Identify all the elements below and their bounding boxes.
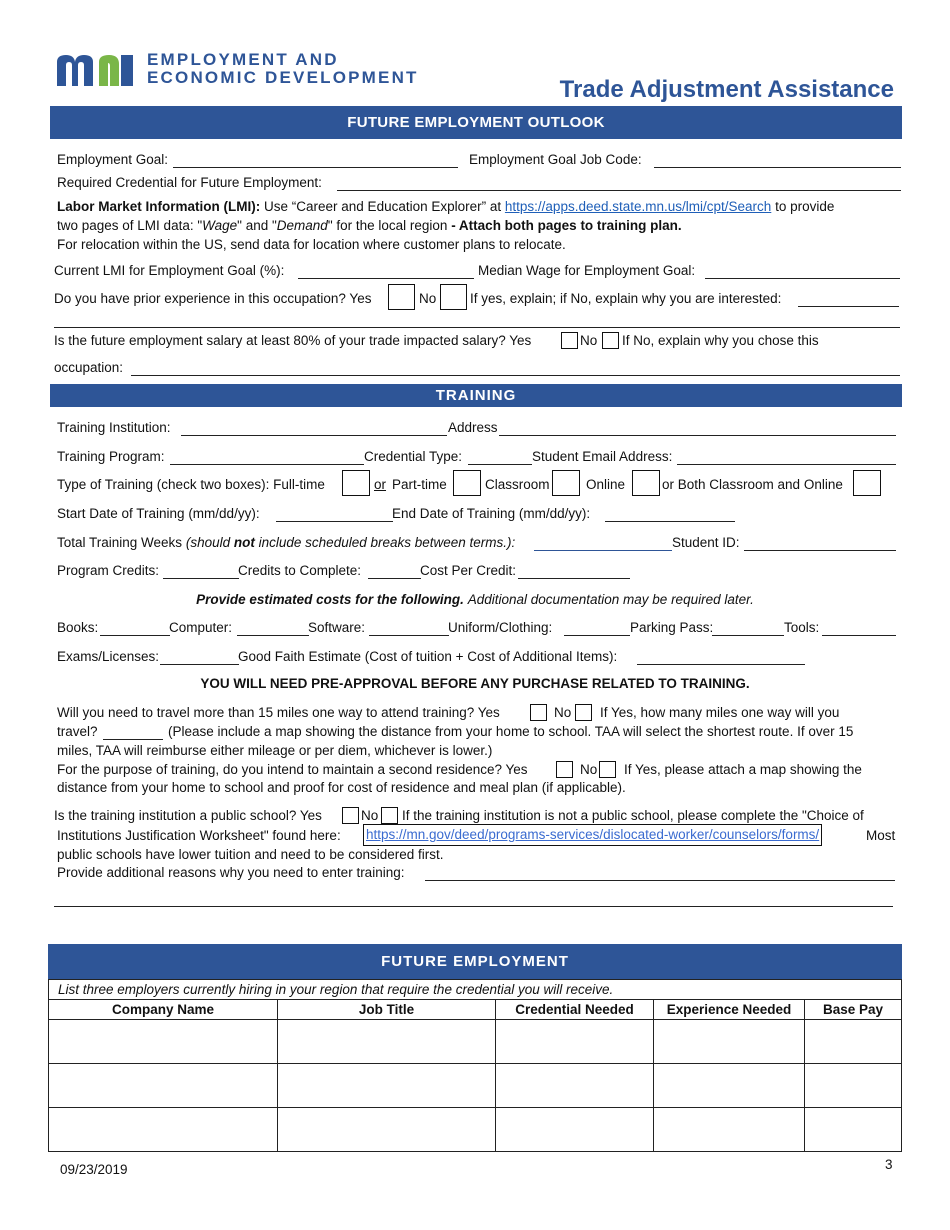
credential-needed-cell[interactable]	[496, 1064, 654, 1108]
tools-field[interactable]	[822, 635, 896, 636]
lmi-text: Use “Career and Education Explorer” at	[264, 199, 502, 214]
residence-if-yes: If Yes, please attach a map showing the	[624, 762, 862, 777]
col-credential-needed: Credential Needed	[496, 1000, 654, 1020]
lmi-wage: Wage	[202, 218, 238, 233]
public-yes-checkbox[interactable]	[342, 807, 359, 824]
classroom-checkbox[interactable]	[552, 470, 580, 496]
travel-no-label: No	[554, 705, 572, 720]
col-base-pay: Base Pay	[805, 1000, 902, 1020]
good-faith-label: Good Faith Estimate (Cost of tuition + Cost of Additional Items):	[238, 649, 618, 664]
table-row	[49, 1108, 902, 1152]
employment-goal-field[interactable]	[173, 167, 458, 168]
prior-explain-line[interactable]	[54, 327, 900, 328]
student-email-label: Student Email Address:	[532, 449, 673, 464]
residence-yes-checkbox[interactable]	[556, 761, 573, 778]
salary-question: Is the future employment salary at least 80% of your trade impacted salary? Yes	[54, 333, 532, 348]
part-time-checkbox[interactable]	[453, 470, 481, 496]
books-field[interactable]	[100, 635, 170, 636]
col-job-title: Job Title	[278, 1000, 496, 1020]
required-credential-field[interactable]	[337, 190, 901, 191]
exams-licenses-field[interactable]	[160, 664, 239, 665]
footer-date: 09/23/2019	[60, 1162, 128, 1177]
lmi-line2c: " for the local region	[327, 218, 448, 233]
address-label: Address	[448, 420, 498, 435]
lmi-demand: Demand	[276, 218, 328, 233]
company-name-cell[interactable]	[49, 1108, 278, 1152]
software-label: Software:	[308, 620, 366, 635]
residence-question: For the purpose of training, do you intend to maintain a second residence? Yes	[57, 762, 528, 777]
credits-to-complete-field[interactable]	[368, 578, 421, 579]
most-label: Most	[866, 828, 896, 843]
student-id-label: Student ID:	[672, 535, 740, 550]
current-lmi-field[interactable]	[298, 278, 474, 279]
page-title: Trade Adjustment Assistance	[559, 76, 894, 103]
credential-type-field[interactable]	[468, 464, 532, 465]
full-time-checkbox[interactable]	[342, 470, 370, 496]
credential-needed-cell[interactable]	[496, 1020, 654, 1064]
experience-needed-cell[interactable]	[654, 1108, 805, 1152]
residence-no-label: No	[580, 762, 598, 777]
public-no-checkbox[interactable]	[381, 807, 398, 824]
section-bar-outlook: FUTURE EMPLOYMENT OUTLOOK	[50, 106, 902, 139]
experience-needed-cell[interactable]	[654, 1020, 805, 1064]
costs-bold: Provide estimated costs for the following.	[196, 592, 464, 607]
goal-job-code-field[interactable]	[654, 167, 901, 168]
training-program-field[interactable]	[170, 464, 364, 465]
weeks-note-not: not	[233, 535, 255, 550]
occupation-field[interactable]	[131, 375, 900, 376]
logo-mark	[55, 52, 137, 88]
prior-explain-label: If yes, explain; if No, explain why you are interested:	[470, 291, 782, 306]
uniform-label: Uniform/Clothing:	[448, 620, 553, 635]
start-date-label: Start Date of Training (mm/dd/yy):	[57, 506, 260, 521]
cost-per-credit-label: Cost Per Credit:	[420, 563, 517, 578]
parking-pass-field[interactable]	[712, 635, 784, 636]
table-row	[49, 1020, 902, 1064]
col-experience-needed: Experience Needed	[654, 1000, 805, 1020]
both-label: or Both Classroom and Online	[662, 477, 843, 492]
part-time-label: Part-time	[392, 477, 447, 492]
prior-experience-question: Do you have prior experience in this occupation? Yes	[54, 291, 372, 306]
prior-explain-field[interactable]	[798, 306, 899, 307]
prior-no-label: No	[419, 291, 437, 306]
base-pay-cell[interactable]	[805, 1064, 902, 1108]
prior-experience-yes-checkbox[interactable]	[388, 284, 415, 310]
end-date-field[interactable]	[605, 521, 735, 522]
costs-italic: Additional documentation may be required later.	[467, 592, 754, 607]
training-program-label: Training Program:	[57, 449, 165, 464]
col-company-name: Company Name	[49, 1000, 278, 1020]
online-checkbox[interactable]	[632, 470, 660, 496]
good-faith-field[interactable]	[637, 664, 805, 665]
salary-no-label: No	[580, 333, 598, 348]
relocation-note: For relocation within the US, send data for location where customer plans to relocate.	[57, 237, 566, 252]
residence-no-checkbox[interactable]	[599, 761, 616, 778]
weeks-note-a: (should	[185, 535, 231, 550]
student-email-field[interactable]	[677, 464, 896, 465]
employers-table	[48, 979, 902, 1152]
classroom-label: Classroom	[485, 477, 550, 492]
page-number: 3	[885, 1157, 893, 1172]
lmi-text-2: to provide	[775, 199, 835, 214]
job-title-cell[interactable]	[278, 1064, 496, 1108]
lmi-link[interactable]: https://apps.deed.state.mn.us/lmi/cpt/Search	[504, 199, 772, 214]
or-label: or	[374, 477, 387, 492]
job-title-cell[interactable]	[278, 1108, 496, 1152]
books-label: Books:	[57, 620, 99, 635]
logo-line2: ECONOMIC DEVELOPMENT	[147, 68, 419, 87]
lmi-line2a: two pages of LMI data: "	[57, 218, 203, 233]
student-id-field[interactable]	[744, 550, 896, 551]
table-row	[49, 1064, 902, 1108]
software-field[interactable]	[369, 635, 449, 636]
program-credits-label: Program Credits:	[57, 563, 160, 578]
travel-yes-checkbox[interactable]	[530, 704, 547, 721]
travel-note: (Please include a map showing the distance from your home to school. TAA will select the shortest route. If over 15	[168, 724, 854, 739]
weeks-note-b: include scheduled breaks between terms.):	[258, 535, 516, 550]
travel-no-checkbox[interactable]	[575, 704, 592, 721]
travel-miles-field[interactable]	[103, 739, 163, 740]
public-if-not: If the training institution is not a public school, please complete the "Choice of	[402, 808, 864, 823]
employers-caption: List three employers currently hiring in your region that require the credential you will receive.	[49, 980, 902, 1000]
goal-job-code-label: Employment Goal Job Code:	[469, 152, 642, 167]
experience-needed-cell[interactable]	[654, 1064, 805, 1108]
base-pay-cell[interactable]	[805, 1020, 902, 1064]
travel-if-yes: If Yes, how many miles one way will you	[600, 705, 840, 720]
training-institution-field[interactable]	[181, 435, 447, 436]
salary-explain-label: If No, explain why you chose this	[622, 333, 819, 348]
salary-yes-checkbox[interactable]	[561, 332, 578, 349]
public-note: public schools have lower tuition and need to be considered first.	[57, 847, 444, 862]
additional-reasons-field[interactable]	[425, 880, 895, 881]
additional-reasons-label: Provide additional reasons why you need to enter training:	[57, 865, 405, 880]
prior-experience-no-checkbox[interactable]	[440, 284, 467, 310]
company-name-cell[interactable]	[49, 1020, 278, 1064]
forms-link[interactable]: https://mn.gov/deed/programs-services/dislocated-worker/counselors/forms/	[363, 824, 822, 846]
required-credential-label: Required Credential for Future Employment:	[57, 175, 322, 190]
lmi-attach: - Attach both pages to training plan.	[451, 218, 682, 233]
public-no-label: No	[361, 808, 379, 823]
base-pay-cell[interactable]	[805, 1108, 902, 1152]
online-label: Online	[586, 477, 626, 492]
start-date-field[interactable]	[276, 521, 393, 522]
total-weeks-field[interactable]	[534, 550, 672, 551]
travel-word: travel?	[57, 724, 98, 739]
preapproval-notice: YOU WILL NEED PRE-APPROVAL BEFORE ANY PURCHASE RELATED TO TRAINING.	[200, 676, 750, 691]
travel-question: Will you need to travel more than 15 miles one way to attend training? Yes	[57, 705, 500, 720]
credential-type-label: Credential Type:	[364, 449, 463, 464]
employment-goal-label: Employment Goal:	[57, 152, 169, 167]
tools-label: Tools:	[784, 620, 820, 635]
section-bar-future-employment: FUTURE EMPLOYMENT	[48, 944, 902, 979]
logo	[55, 50, 455, 90]
lmi-label: Labor Market Information (LMI):	[57, 199, 261, 214]
training-type-label: Type of Training (check two boxes): Full-time	[57, 477, 325, 492]
credential-needed-cell[interactable]	[496, 1108, 654, 1152]
median-wage-label: Median Wage for Employment Goal:	[478, 263, 696, 278]
current-lmi-label: Current LMI for Employment Goal (%):	[54, 263, 285, 278]
public-school-question: Is the training institution a public school? Yes	[54, 808, 322, 823]
logo-line1: EMPLOYMENT AND	[147, 50, 339, 69]
parking-pass-label: Parking Pass:	[630, 620, 714, 635]
computer-field[interactable]	[237, 635, 309, 636]
total-weeks-label: Total Training Weeks	[57, 535, 183, 550]
salary-no-checkbox[interactable]	[602, 332, 619, 349]
company-name-cell[interactable]	[49, 1064, 278, 1108]
cost-per-credit-field[interactable]	[518, 578, 630, 579]
address-field[interactable]	[499, 435, 896, 436]
credits-to-complete-label: Credits to Complete:	[238, 563, 362, 578]
both-checkbox[interactable]	[853, 470, 881, 496]
occupation-label: occupation:	[54, 360, 124, 375]
median-wage-field[interactable]	[705, 278, 900, 279]
uniform-field[interactable]	[564, 635, 630, 636]
exams-licenses-label: Exams/Licenses:	[57, 649, 160, 664]
lmi-line2b: " and "	[237, 218, 277, 233]
training-institution-label: Training Institution:	[57, 420, 171, 435]
worksheet-label: Institutions Justification Worksheet" found here:	[57, 828, 341, 843]
additional-reasons-line[interactable]	[54, 906, 893, 907]
travel-note-line3: miles, TAA will reimburse either mileage or per diem, whichever is lower.)	[57, 743, 493, 758]
section-bar-training: TRAINING	[50, 384, 902, 407]
computer-label: Computer:	[169, 620, 233, 635]
program-credits-field[interactable]	[163, 578, 239, 579]
end-date-label: End Date of Training (mm/dd/yy):	[392, 506, 591, 521]
job-title-cell[interactable]	[278, 1020, 496, 1064]
residence-note: distance from your home to school and proof for cost of residence and meal plan (if applicable).	[57, 780, 626, 795]
